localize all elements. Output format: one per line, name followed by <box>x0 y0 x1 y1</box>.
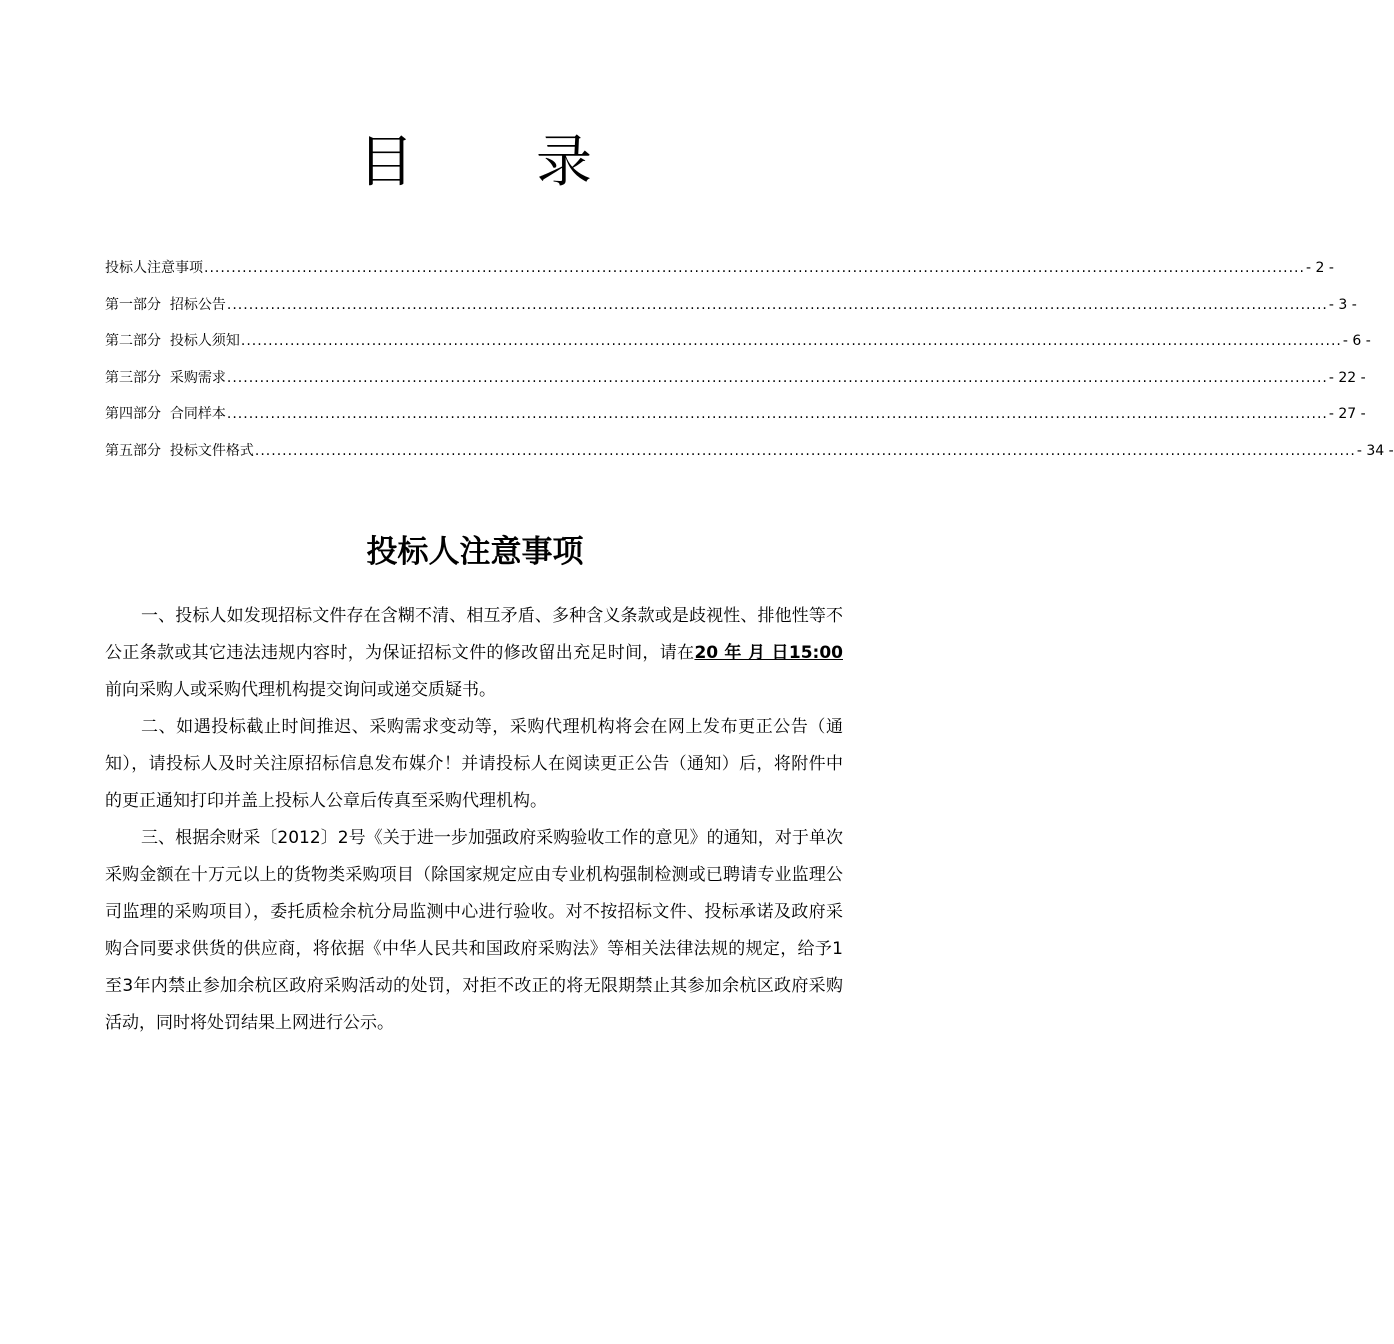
toc-entry-label: 第五部分 投标文件格式 <box>105 442 254 459</box>
toc-entry-page: - 27 - <box>1328 406 1366 422</box>
toc-entry[interactable] <box>105 256 1334 293</box>
toc-entry-page: - 22 - <box>1328 369 1366 386</box>
toc-entry[interactable] <box>105 293 1357 330</box>
table-of-contents <box>105 256 1394 475</box>
notice-body <box>105 598 843 1042</box>
toc-title-right: 录 <box>536 130 592 195</box>
toc-dot-leader: .......................................................................................................................................................................................................... <box>204 260 1305 276</box>
toc-dot-leader: .......................................................................................................................................................................................................... <box>226 406 1328 422</box>
toc-entry-page: - 2 - <box>1305 260 1334 276</box>
toc-dot-leader: .......................................................................................................................................................................................................... <box>240 333 1342 349</box>
toc-title <box>0 128 950 198</box>
toc-dot-leader: .......................................................................................................................................................................................................... <box>226 296 1328 313</box>
toc-entry-label: 第一部分 招标公告 <box>105 296 226 313</box>
toc-title-left: 目 <box>358 130 414 195</box>
toc-entry-label: 第三部分 采购需求 <box>105 369 226 386</box>
toc-entry[interactable] <box>105 366 1366 403</box>
notice-paragraph-2: 二、如遇投标截止时间推迟、采购需求变动等，采购代理机构将会在网上发布更正公告（通知），请投标人及时关注原招标信息发布媒介！并请投标人在阅读更正公告（通知）后，将附件中的更正通知打印并盖上投标人公章后传真至采购代理机构。 <box>105 717 843 811</box>
notice-paragraph-1 <box>105 598 843 709</box>
toc-dot-leader: .......................................................................................................................................................................................................... <box>254 442 1356 459</box>
toc-dot-leader: .......................................................................................................................................................................................................... <box>226 369 1328 386</box>
toc-entry[interactable] <box>105 402 1366 439</box>
paragraph-text: 前向采购人或采购代理机构提交询问或递交质疑书。 <box>105 680 496 700</box>
toc-entry-label: 第四部分 合同样本 <box>105 406 226 422</box>
toc-entry[interactable] <box>105 439 1394 476</box>
toc-entry-label: 第二部分 投标人须知 <box>105 333 240 349</box>
section-title: 投标人注意事项 <box>366 534 584 570</box>
paragraph-text: 一、投标人如发现招标文件存在含糊不清、相互矛盾、多种含义条款或是歧视性、排他性等不公正条款或其它违法违规内容时，为保证招标文件的修改留出充足时间，请在 <box>105 606 843 663</box>
toc-entry-page: - 34 - <box>1356 442 1394 459</box>
toc-entry-label: 投标人注意事项 <box>105 260 203 276</box>
toc-entry-page: - 6 - <box>1342 333 1371 349</box>
toc-entry-page: - 3 - <box>1328 296 1357 313</box>
deadline-date: 20 年 月 日15:00 <box>694 643 843 663</box>
notice-paragraph-3: 三、根据余财采〔2012〕2号《关于进一步加强政府采购验收工作的意见》的通知，对于单次采购金额在十万元以上的货物类采购项目（除国家规定应由专业机构强制检测或已聘请专业监理公司监理的采购项目），委托质检余杭分局监测中心进行验收。对不按招标文件、投标承诺及政府采购合同要求供货的供应商，将依据《中华人民共和国政府采购法》等相关法律法规的规定，给予1至3年内禁止参加余杭区政府采购活动的处罚，对拒不改正的将无限期禁止其参加余杭区政府采购活动，同时将处罚结果上网进行公示。 <box>105 828 843 1033</box>
toc-entry[interactable] <box>105 329 1371 366</box>
